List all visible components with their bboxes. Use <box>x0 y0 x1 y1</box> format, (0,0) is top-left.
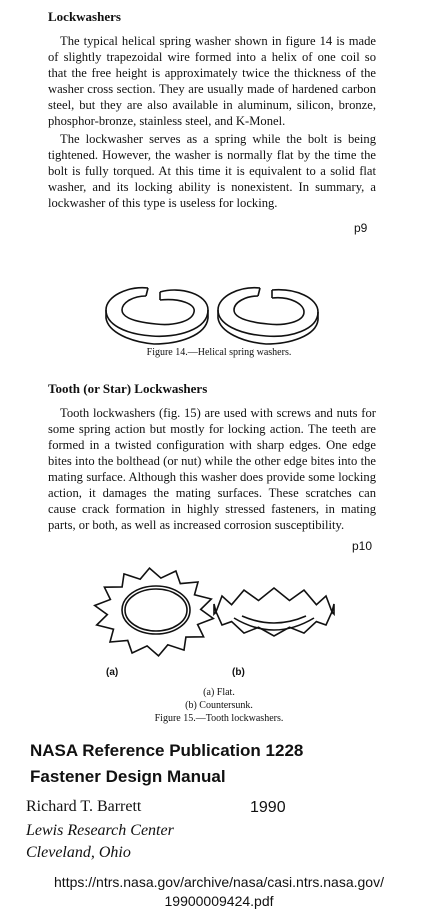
figure-14-caption: Figure 14.—Helical spring washers. <box>146 347 292 358</box>
author-name: Richard T. Barrett <box>26 798 142 815</box>
helical-washer-left <box>106 288 208 344</box>
figure-label-b: (b) <box>232 667 245 678</box>
section-heading-tooth-lockwashers: Tooth (or Star) Lockwashers <box>48 381 208 396</box>
figure-15-caption: Figure 15.—Tooth lockwashers. <box>154 713 284 724</box>
publication-subtitle: Fastener Design Manual <box>30 767 226 786</box>
source-url-line-1: https://ntrs.nasa.gov/archive/nasa/casi.ntrs.nasa.gov/ <box>54 874 384 890</box>
section-heading-lockwashers: Lockwashers <box>48 9 121 24</box>
page-marker-p10: p10 <box>352 539 373 553</box>
tooth-lockwashers-paragraph: Tooth lockwashers (fig. 15) are used with screws and nuts for some spring action but mostly for locking action. The teeth are formed in a twisted configuration with sharp edges. One edge bites into the bolthead (or nut) while the other edge bites into the mating surface. Although this washer does provide some locking action, it damages the mating surfaces. These scratches can cause crack formation in highly stressed fasteners, in mating parts, or both, as well as increased corrosion susceptibility. <box>48 406 376 532</box>
location: Cleveland, Ohio <box>26 844 131 861</box>
figure-label-a: (a) <box>106 667 119 678</box>
lockwashers-paragraph-1: The typical helical spring washer shown in figure 14 is made of slightly trapezoidal wire formed into a helix of one coil so that the free height is approximately twice the thickness of the washer cross section. They are usually made of hardened carbon steel, but they are also available in aluminum, silicon, bronze, phosphor-bronze, stainless steel, and K-Monel. <box>48 34 376 128</box>
helical-spring-washers-figure <box>100 278 324 350</box>
countersunk-tooth-washer <box>214 588 334 636</box>
figure-15-caption-a: (a) Flat. <box>203 687 235 698</box>
tooth-lockwashers-figure <box>92 562 342 662</box>
publication-title: NASA Reference Publication 1228 <box>30 741 304 760</box>
helical-washer-right <box>218 288 318 344</box>
flat-tooth-washer <box>95 568 214 656</box>
publication-year: 1990 <box>250 799 286 816</box>
lockwashers-paragraph-2: The lockwasher serves as a spring while the bolt is being tightened. However, the washer is normally flat by the time the bolt is fully torqued. At this time it is equivalent to a solid flat washer, and its locking ability is nonexistent. In summary, a lockwasher of this type is useless for locking. <box>48 132 376 210</box>
page-marker-p9: p9 <box>354 221 368 235</box>
source-url-line-2: 19900009424.pdf <box>164 893 274 909</box>
organization: Lewis Research Center <box>26 822 174 839</box>
figure-15-caption-b: (b) Countersunk. <box>185 700 253 711</box>
